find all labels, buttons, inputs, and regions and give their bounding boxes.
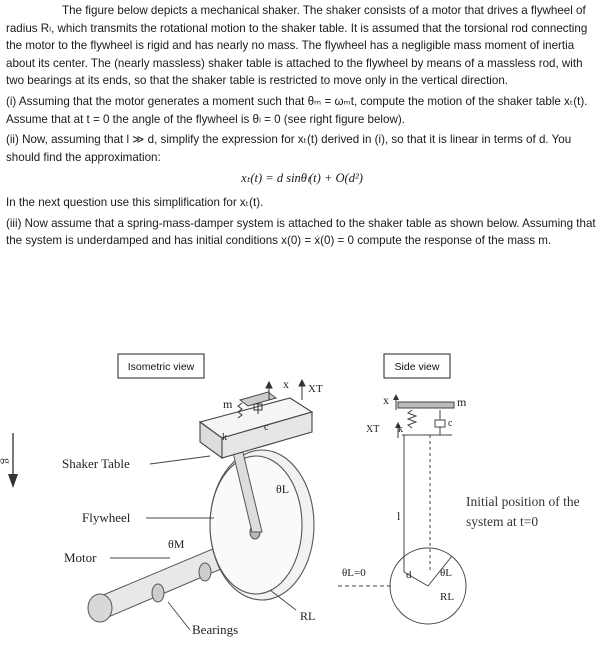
r-l-label: RL <box>300 609 316 623</box>
bearings-label: Bearings <box>192 622 239 637</box>
side-r-l-label: RL <box>440 591 455 603</box>
shaker-table-label: Shaker Table <box>62 456 130 471</box>
iso-c-label: c <box>264 422 269 433</box>
side-k-label: k <box>398 424 403 435</box>
part-iii-paragraph: (iii) Now assume that a spring-mass-damper system is attached to the shaker table as shown below. Assuming that the system is underdamped and has initial conditions x(0) = ẋ(0) = 0 compute the response of the mass m. <box>6 216 596 248</box>
theta-l-label: θL <box>276 482 290 496</box>
iso-k-label: k <box>222 432 227 443</box>
iso-xt-label: XT <box>308 383 323 395</box>
gravity-label: g <box>0 458 14 464</box>
initial-position-line1: Initial position of the <box>466 494 580 509</box>
approximation-equation: xₜ(t) = d sinθₗ(t) + O(d²) <box>241 171 363 186</box>
isometric-title: Isometric view <box>127 361 195 373</box>
side-x-label: x <box>383 393 389 407</box>
side-xt-label: XT <box>366 424 380 435</box>
iso-m-label: m <box>223 397 233 411</box>
part-ii-paragraph: (ii) Now, assuming that l ≫ d, simplify the expression for xₜ(t) derived in (i), so that it is linear in terms of d. You should find the approximation: <box>6 133 572 164</box>
side-title: Side view <box>394 361 440 373</box>
flywheel-label: Flywheel <box>82 510 131 525</box>
shaker-table-block <box>200 398 312 458</box>
shaker-figure <box>0 340 602 647</box>
side-l-label: l <box>397 509 401 523</box>
theta-m-label: θM <box>168 537 185 551</box>
side-theta-l-label: θL <box>440 567 452 579</box>
problem-text <box>6 2 598 253</box>
flywheel-disk <box>210 450 314 600</box>
side-c-label: c <box>448 418 453 429</box>
side-d-label: d <box>406 569 412 581</box>
note-paragraph: In the next question use this simplification for xₜ(t). <box>6 195 264 209</box>
side-m-label: m <box>457 395 467 409</box>
motor-label: Motor <box>64 550 97 565</box>
intro-paragraph: The figure below depicts a mechanical shaker. The shaker consists of a motor that drives a flywheel of radius Rₗ, which transmits the rotational motion to the shaker table. It is assumed that the torsional rod connecting the motor to the flywheel is rigid and has nearly no mass. The flywheel has a negligible mass moment of inertia about its center. The (nearly massless) shaker table is attached to the flywheel by means of a massless rod, with two bearings at its ends, so that the shaker table is restricted to move only in the vertical direction. <box>6 4 588 88</box>
theta-l-zero-label: θL=0 <box>342 567 366 579</box>
part-i-paragraph: (i) Assuming that the motor generates a moment such that θₘ = ωₘt, compute the motion of the shaker table xₜ(t). Assume that at t = 0 the angle of the flywheel is θₗ = 0 (see right figure below). <box>6 94 588 126</box>
side-x-arrowhead <box>393 394 399 400</box>
initial-position-line2: system at t=0 <box>466 514 539 529</box>
iso-x-label: x <box>283 377 289 391</box>
